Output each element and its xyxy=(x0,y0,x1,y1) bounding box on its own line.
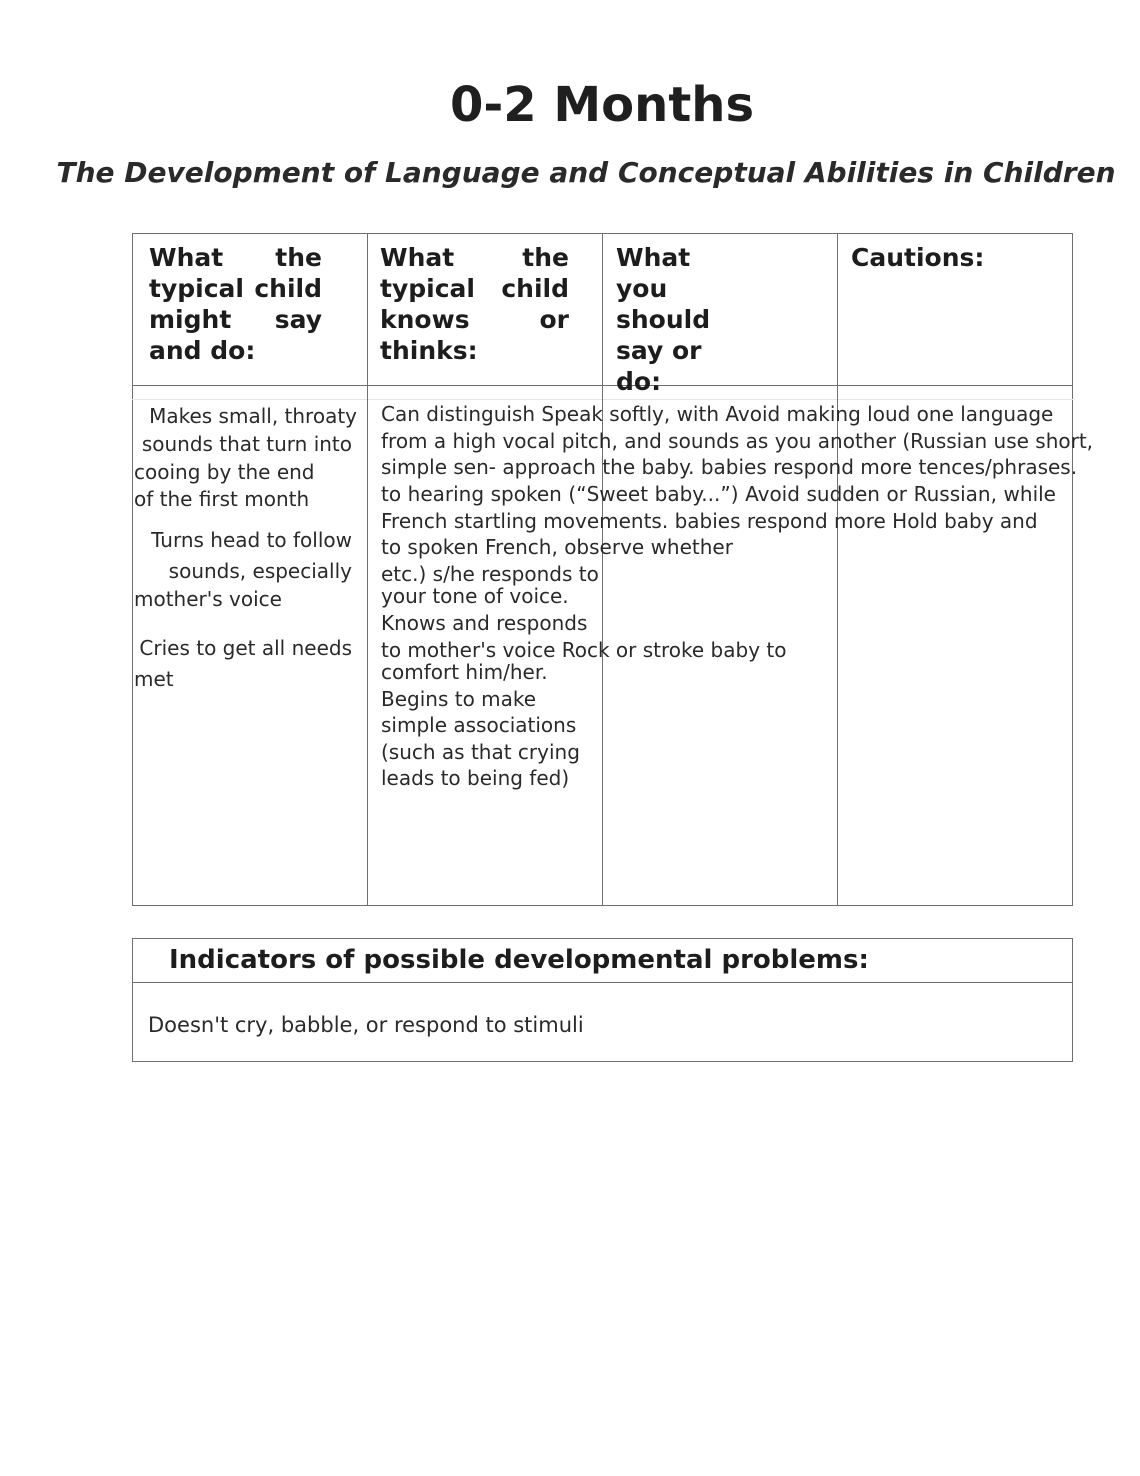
indicators-title: Indicators of possible developmental problems: xyxy=(169,945,869,975)
merged-line: from a high vocal pitch, and sounds as you another (Russian use short, xyxy=(381,429,1094,453)
merged-line: your tone of voice. xyxy=(381,584,569,608)
indicator-item: Doesn't cry, babble, or respond to stimuli xyxy=(148,1013,584,1037)
col1-line: met xyxy=(134,667,174,691)
merged-line: (such as that crying xyxy=(381,740,580,764)
merged-line: leads to being fed) xyxy=(381,766,570,790)
col1-line: mother's voice xyxy=(134,587,282,611)
merged-line: simple sen- approach the baby. babies respond more tences/phrases. xyxy=(381,455,1078,479)
col1-line: sounds, especially xyxy=(168,559,352,583)
merged-line: to mother's voice Rock or stroke baby to xyxy=(381,638,787,662)
column-divider-1 xyxy=(367,233,368,906)
merged-line: comfort him/her. xyxy=(381,660,548,684)
merged-line: to spoken French, observe whether xyxy=(381,535,733,559)
col1-line: cooing by the end xyxy=(134,460,315,484)
merged-line: to hearing spoken (“Sweet baby...”) Avoid sudden or Russian, while xyxy=(381,482,1056,506)
col1-line: sounds that turn into xyxy=(141,432,352,456)
column-divider-3 xyxy=(837,233,838,906)
column-divider-2 xyxy=(602,233,603,906)
page-subtitle: The Development of Language and Conceptual Abilities in Children xyxy=(56,156,1116,189)
merged-line: Knows and responds xyxy=(381,611,588,635)
merged-line: simple associations xyxy=(381,713,577,737)
header-says-and-does: What the typical child might say and do: xyxy=(149,243,322,365)
header-say-or-do: What you should say or do: xyxy=(616,243,711,396)
col1-line: of the first month xyxy=(134,487,310,511)
col1-line: Makes small, throaty xyxy=(149,404,357,428)
page-title: 0-2 Months xyxy=(449,77,755,133)
header-cautions: Cautions: xyxy=(851,243,985,272)
merged-line: Can distinguish Speak softly, with Avoid making loud one language xyxy=(381,402,1054,426)
col1-line: Cries to get all needs xyxy=(139,636,352,660)
col1-line: Turns head to follow xyxy=(151,528,352,552)
indicators-divider xyxy=(132,982,1073,983)
header-knows-or-thinks: What the typical child knows or thinks: xyxy=(380,243,569,365)
merged-line: Begins to make xyxy=(381,687,537,711)
merged-line: French startling movements. babies respond more Hold baby and xyxy=(381,509,1038,533)
merged-line: etc.) s/he responds to xyxy=(381,562,599,586)
